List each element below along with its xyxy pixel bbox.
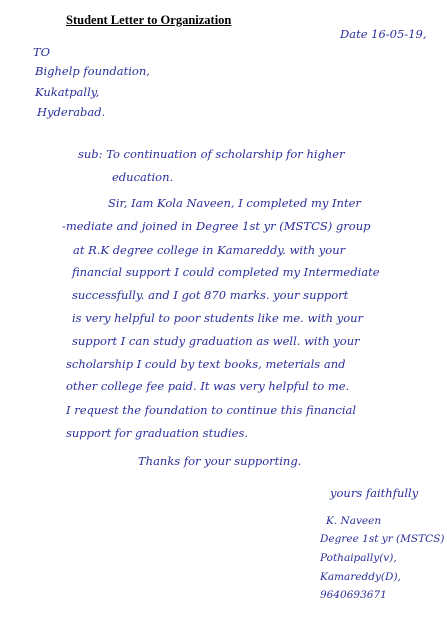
signature-line: 9640693671 bbox=[320, 589, 387, 601]
body-line: Sir, Iam Kola Naveen, I completed my Inter bbox=[108, 196, 361, 210]
signature-line: K. Naveen bbox=[326, 515, 382, 527]
body-line: -mediate and joined in Degree 1st yr (MSTCS) group bbox=[62, 219, 371, 233]
thanks-line: Thanks for your supporting. bbox=[138, 454, 302, 468]
subject-line: sub: To continuation of scholarship for higher bbox=[78, 147, 345, 161]
body-line: support I can study graduation as well. with your bbox=[72, 334, 360, 348]
body-line: other college fee paid. It was very helpful to me. bbox=[66, 379, 350, 393]
closing-line: yours faithfully bbox=[330, 486, 419, 500]
body-line: is very helpful to poor students like me. with your bbox=[72, 311, 364, 325]
body-line: scholarship I could by text books, meterials and bbox=[66, 357, 346, 371]
letter-date: Date 16-05-19, bbox=[340, 27, 427, 41]
recipient-line: Bighelp foundation, bbox=[35, 64, 150, 78]
body-line: successfully. and I got 870 marks. your support bbox=[72, 288, 349, 302]
recipient-line: Kukatpally, bbox=[35, 85, 100, 99]
document-title: Student Letter to Organization bbox=[66, 13, 232, 27]
body-line: financial support I could completed my Intermediate bbox=[72, 265, 380, 279]
recipient-line: Hyderabad. bbox=[37, 105, 106, 119]
subject-line: education. bbox=[112, 170, 174, 184]
body-line: at R.K degree college in Kamareddy. with your bbox=[73, 243, 346, 257]
body-line: I request the foundation to continue this financial bbox=[66, 403, 357, 417]
body-line: support for graduation studies. bbox=[66, 426, 249, 440]
signature-line: Pothaipally(v), bbox=[320, 552, 397, 564]
signature-line: Degree 1st yr (MSTCS) bbox=[320, 533, 445, 545]
signature-line: Kamareddy(D), bbox=[320, 571, 401, 583]
recipient-line: TO bbox=[33, 45, 51, 59]
